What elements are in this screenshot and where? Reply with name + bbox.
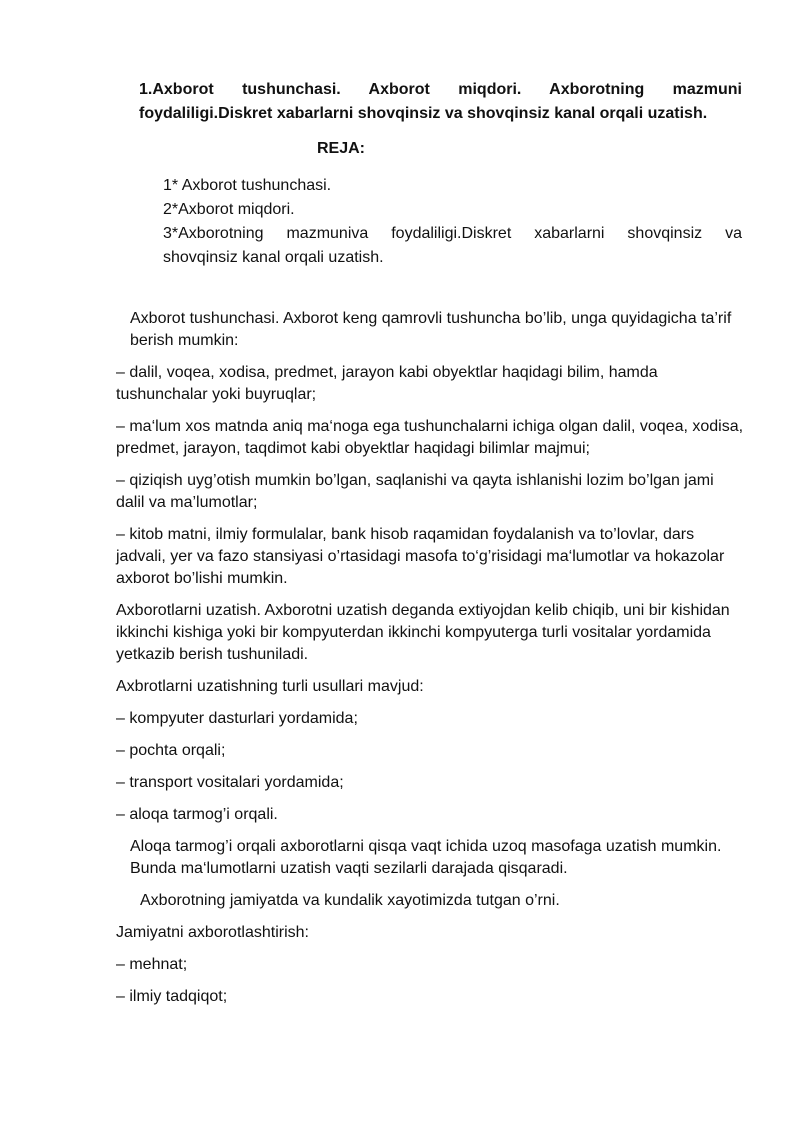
list-item-definition-1: – dalil, voqea, xodisa, predmet, jarayon kabi obyektlar haqidagi bilim, hamda tushunchalar yoki buyruqlar; (116, 364, 658, 403)
list-item-definition-3: – qiziqish uyg’otish mumkin bo’lgan, saqlanishi va qayta ishlanishi lozim bo’lgan jami dalil va ma’lumotlar; (116, 472, 714, 511)
paragraph-uzatish-usullari: Axbrotlarni uzatishning turli usullari mavjud: (116, 678, 424, 695)
plan-item-1: 1* Axborot tushunchasi. (163, 177, 332, 194)
list-item-area-1: – mehnat; (116, 956, 188, 973)
list-item-method-4: – aloqa tarmog’i orqali. (116, 806, 278, 823)
list-item-area-2: – ilmiy tadqiqot; (116, 988, 228, 1005)
list-item-method-2: – pochta orqali; (116, 742, 226, 759)
body-text (116, 308, 746, 1018)
plan-item-3-line-1: 3*Axborotning mazmuniva foydaliligi.Diskret xabarlarni shovqinsiz va (163, 225, 742, 242)
title-line-1: 1.Axborot tushunchasi. Axborot miqdori. Axborotning mazmuni (139, 81, 742, 98)
paragraph-jamiyatni-axborotlashtirish: Jamiyatni axborotlashtirish: (116, 924, 309, 941)
list-item-method-1: – kompyuter dasturlari yordamida; (116, 710, 358, 727)
paragraph-axborot-tushunchasi: Axborot tushunchasi. Axborot keng qamrovli tushuncha bo’lib, unga quyidagicha ta’rif berish mumkin: (130, 310, 732, 349)
paragraph-axborotlarni-uzatish: Axborotlarni uzatish. Axborotni uzatish deganda extiyojdan kelib chiqib, uni bir kishidan ikkinchi kishiga yoki bir kompyuterdan ikkinchi kompyuterga turli vositalar yordamida yetkazib berish tushuniladi. (116, 602, 730, 663)
plan-item-2: 2*Axborot miqdori. (163, 201, 295, 218)
list-item-definition-4: – kitob matni, ilmiy formulalar, bank hisob raqamidan foydalanish va to’lovlar, dars jadvali, yer va fazo stansiyasi o’rtasidagi masofa to‘g’risidagi ma‘lumotlar va hokazolar axborot bo’lishi mumkin. (116, 526, 725, 587)
plan-item-3-line-2: shovqinsiz kanal orqali uzatish. (163, 249, 384, 266)
list-item-method-3: – transport vositalari yordamida; (116, 774, 344, 791)
plan-list (163, 174, 742, 270)
plan-item-3 (163, 222, 742, 270)
list-item-definition-2: – ma‘lum xos matnda aniq ma‘noga ega tushunchalarni ichiga olgan dalil, voqea, xodisa, predmet, jarayon, taqdimot kabi obyektlar haqidagi bilimlar majmui; (116, 418, 744, 457)
reja-heading: REJA: (317, 140, 366, 157)
title-line-2: foydaliligi.Diskret xabarlarni shovqinsiz va shovqinsiz kanal orqali uzatish. (139, 105, 708, 122)
paragraph-axborot-orni: Axborotning jamiyatda va kundalik xayotimizda tutgan o’rni. (140, 892, 560, 909)
document-title (139, 78, 742, 126)
paragraph-aloqa-tarmogi: Aloqa tarmog’i orqali axborotlarni qisqa vaqt ichida uzoq masofaga uzatish mumkin. Bunda ma‘lumotlarni uzatish vaqti sezilarli darajada qisqaradi. (130, 838, 722, 877)
